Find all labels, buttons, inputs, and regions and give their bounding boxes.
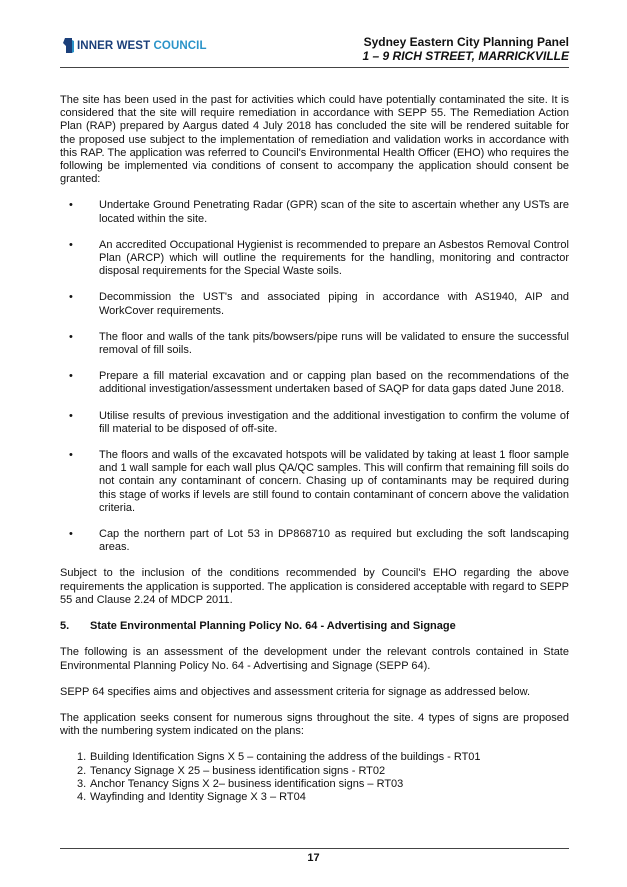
bullet-icon: • (69, 199, 73, 212)
numbered-item (60, 791, 569, 804)
bullet-text: An accredited Occupational Hygienist is recommended to prepare an Asbestos Removal Control Plan (ARCP) which will outline the requirements for the handling, monitoring and contractor disposal requirements for the Special Waste soils. (99, 238, 569, 278)
bullet-icon: • (69, 238, 73, 251)
sepp64-aims-paragraph: SEPP 64 specifies aims and objectives and assessment criteria for signage as addressed below. (60, 685, 530, 698)
logo-word-council: COUNCIL (153, 39, 207, 52)
bullet-item (60, 239, 569, 279)
item-number: 2. (77, 764, 87, 777)
header-divider (60, 67, 569, 68)
bullet-item (60, 410, 569, 436)
bullet-icon: • (69, 330, 73, 343)
bullet-icon: • (69, 370, 73, 383)
bullet-text: Prepare a fill material excavation and or capping plan based on the recommendations of the additional investigation/assessment undertaken based of SAQP for data gaps dated June 2018. (99, 370, 569, 396)
council-logo-icon (62, 37, 74, 54)
item-number: 3. (77, 777, 87, 790)
bullet-text: Cap the northern part of Lot 53 in DP868710 as required but excluding the soft landscaping areas. (99, 528, 569, 554)
item-text: Wayfinding and Identity Signage X 3 – RT04 (90, 790, 306, 803)
section-heading (60, 620, 569, 633)
item-text: Building Identification Signs X 5 – containing the address of the buildings - RT01 (90, 751, 481, 764)
bullet-text: Utilise results of previous investigation and the additional investigation to confirm the volume of fill material to be disposed of off-site. (99, 409, 569, 435)
bullet-icon: • (69, 409, 73, 422)
logo-wordmark (77, 40, 207, 52)
logo-word-inner-west: INNER WEST (77, 39, 151, 52)
bullet-item (60, 528, 569, 554)
item-number: 4. (77, 790, 87, 803)
numbered-item (60, 751, 569, 764)
numbered-item (60, 765, 569, 778)
bullet-text: The floor and walls of the tank pits/bowsers/pipe runs will be validated to ensure the successful removal of fill soils. (99, 330, 569, 357)
conditions-bullet-list (60, 199, 569, 554)
bullet-icon: • (69, 291, 73, 304)
bullet-item (60, 291, 569, 317)
bullet-item (60, 331, 569, 357)
bullet-text: Undertake Ground Penetrating Radar (GPR) scan of the site to ascertain whether any USTs are located within the site. (99, 199, 569, 225)
section-number: 5. (60, 620, 70, 633)
panel-name: Sydney Eastern City Planning Panel (363, 35, 569, 49)
site-address: 1 – 9 RICH STREET, MARRICKVILLE (362, 49, 569, 63)
council-logo (62, 37, 207, 54)
bullet-text: The floors and walls of the excavated hotspots will be validated by taking at least 1 floor sample and 1 wall sample for each wall plus QA/QC samples. This will confirm that remaining fill soils do not contain any contaminant of concern. Chasing up of contaminants may be required during this stage of works if levels are still found to contain contaminant of concern above the validation criteria. (99, 449, 569, 514)
bullet-item (60, 370, 569, 396)
conclusion-paragraph: Subject to the inclusion of the conditions recommended by Council's EHO regarding the above requirements the application is supported. The application is considered acceptable with regard to SEPP 55 and Clause 2.24 of MDCP 2011. (60, 567, 569, 606)
bullet-item (60, 199, 569, 225)
bullet-icon: • (69, 528, 73, 541)
bullet-item (60, 449, 569, 515)
section-title: State Environmental Planning Policy No. 64 - Advertising and Signage (90, 620, 456, 633)
signage-types-paragraph: The application seeks consent for numerous signs throughout the site. 4 types of signs are proposed with the numbering system indicated on the plans: (60, 711, 569, 738)
signage-types-list (60, 751, 569, 804)
bullet-text: Decommission the UST's and associated piping in accordance with AS1940, AIP and WorkCover requirements. (99, 291, 569, 317)
bullet-icon: • (69, 449, 73, 462)
header-title (363, 35, 569, 63)
item-number: 1. (77, 751, 87, 764)
numbered-item (60, 778, 569, 791)
page-number: 17 (307, 852, 320, 864)
document-body (60, 94, 569, 804)
item-text: Tenancy Signage X 25 – business identification signs - RT02 (90, 764, 386, 777)
footer-divider (60, 848, 569, 849)
intro-paragraph: The site has been used in the past for activities which could have potentially contaminated the site. It is considered that the site will require remediation in accordance with SEPP 55. The Remediation Action Plan (RAP) prepared by Aargus dated 4 July 2018 has concluded the site will be rendered suitable for the proposed use subject to the implementation of remediation and validation works in accordance with this RAP. The application was referred to Council's Environmental Health Officer (EHO) who requires the following be implemented via conditions of consent to accompany the application should consent be granted: (60, 94, 569, 186)
item-text: Anchor Tenancy Signs X 2– business identification signs – RT03 (90, 777, 404, 790)
sepp64-intro-paragraph: The following is an assessment of the development under the relevant controls contained in State Environmental Planning Policy No. 64 - Advertising and Signage (SEPP 64). (60, 646, 569, 672)
